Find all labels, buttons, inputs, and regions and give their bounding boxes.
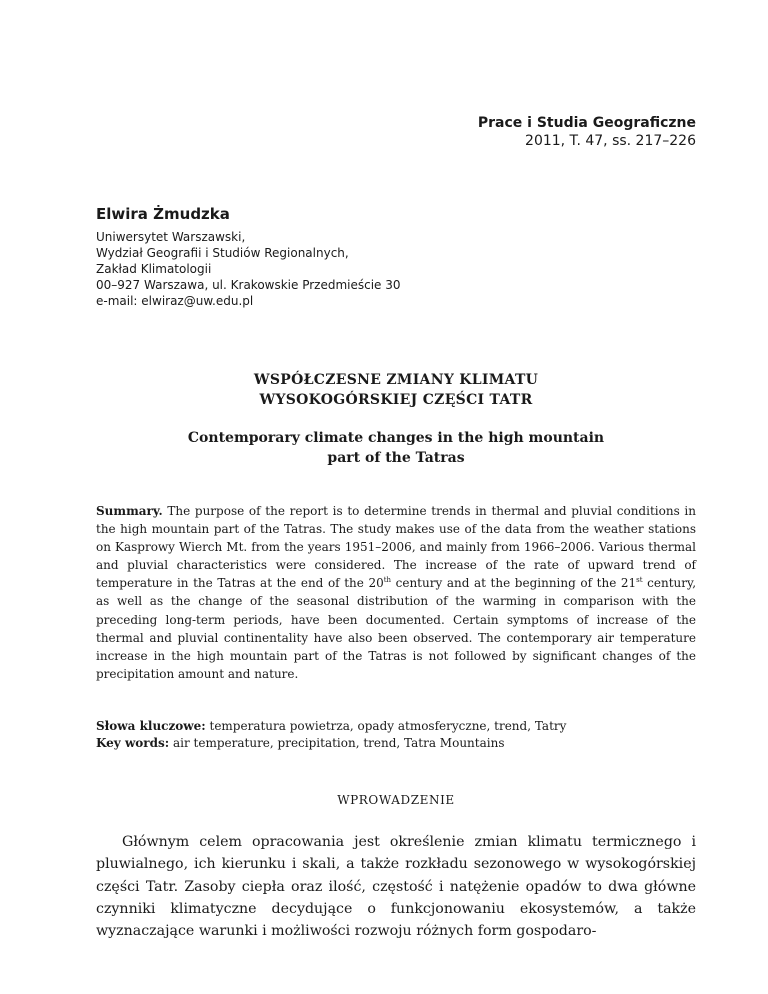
keywords-english (96, 735, 696, 752)
keywords-pl-label: Słowa kluczowe: (96, 719, 206, 733)
affiliation-line: Uniwersytet Warszawski, (96, 230, 246, 244)
author-email: e-mail: elwiraz@uw.edu.pl (96, 294, 254, 308)
paper-title-english (96, 428, 696, 468)
affiliation-line: Zakład Klimatologii (96, 262, 212, 276)
summary-text: The purpose of the report is to determine trends in thermal and pluvial conditions in the high mountain part of the Tatras. The study makes use of the data from the weather stations on Kasprowy Wierch Mt. from the years 1951–2006, and mainly from 1966–2006. Various thermal and pluvial characteristics were considered. The increase of the rate of upward trend of temperature in the Tatras at the end of the 20 (96, 504, 696, 591)
ordinal-suffix: st (636, 576, 643, 585)
journal-header (478, 114, 696, 150)
author-block (96, 204, 401, 309)
journal-name: Prace i Studia Geograficzne (477, 115, 696, 131)
intro-paragraph: Głównym celem opracowania jest określenie zmian klimatu termicznego i pluwialnego, ich kierunku i skali, a także rozkładu sezonowego w wysokogórskiej części Tatr. Zasoby ciepła oraz ilość, częstość i natężenie opadów to dwa główne czynniki klimatyczne decydujące o funkcjonowaniu ekosystemów, a także wyznaczające warunki i możliwości rozwoju różnych form gospodaro- (96, 834, 696, 940)
author-name: Elwira Żmudzka (96, 205, 230, 223)
summary-paragraph (96, 502, 696, 683)
summary-text: century, as well as the change of the seasonal distribution of the warming in comparison with the preceding long-term periods, have been documented. Certain symptoms of increase of the thermal and pluvial continentality have also been observed. The contemporary air temperature increase in the high mountain part of the Tatras is not followed by significant changes of the precipitation amount and nature. (96, 576, 697, 681)
keywords-en-label: Key words: (96, 736, 170, 750)
keywords-polish (96, 718, 696, 735)
journal-volume: 2011, T. 47, ss. 217–226 (525, 133, 696, 149)
keywords-en-text: air temperature, precipitation, trend, Tatra Mountains (169, 736, 505, 750)
affiliation-line: 00–927 Warszawa, ul. Krakowskie Przedmieście 30 (96, 278, 401, 292)
title-pl-line: WSPÓŁCZESNE ZMIANY KLIMATU (253, 372, 539, 388)
title-pl-line: WYSOKOGÓRSKIEJ CZĘŚCI TATR (259, 392, 533, 408)
title-en-line: Contemporary climate changes in the high mountain (187, 430, 605, 446)
section-heading: WPROWADZENIE (337, 793, 455, 807)
ordinal-suffix: th (383, 576, 392, 585)
keywords-block (96, 718, 696, 752)
paper-title-polish (96, 370, 696, 410)
summary-text: century and at the beginning of the 21 (391, 576, 637, 591)
title-en-line: part of the Tatras (327, 450, 465, 466)
keywords-pl-text: temperatura powietrza, opady atmosferyczne, trend, Tatry (205, 719, 567, 733)
affiliation-line: Wydział Geografii i Studiów Regionalnych, (96, 246, 349, 260)
body-text (96, 831, 696, 942)
summary-label: Summary. (96, 504, 163, 518)
